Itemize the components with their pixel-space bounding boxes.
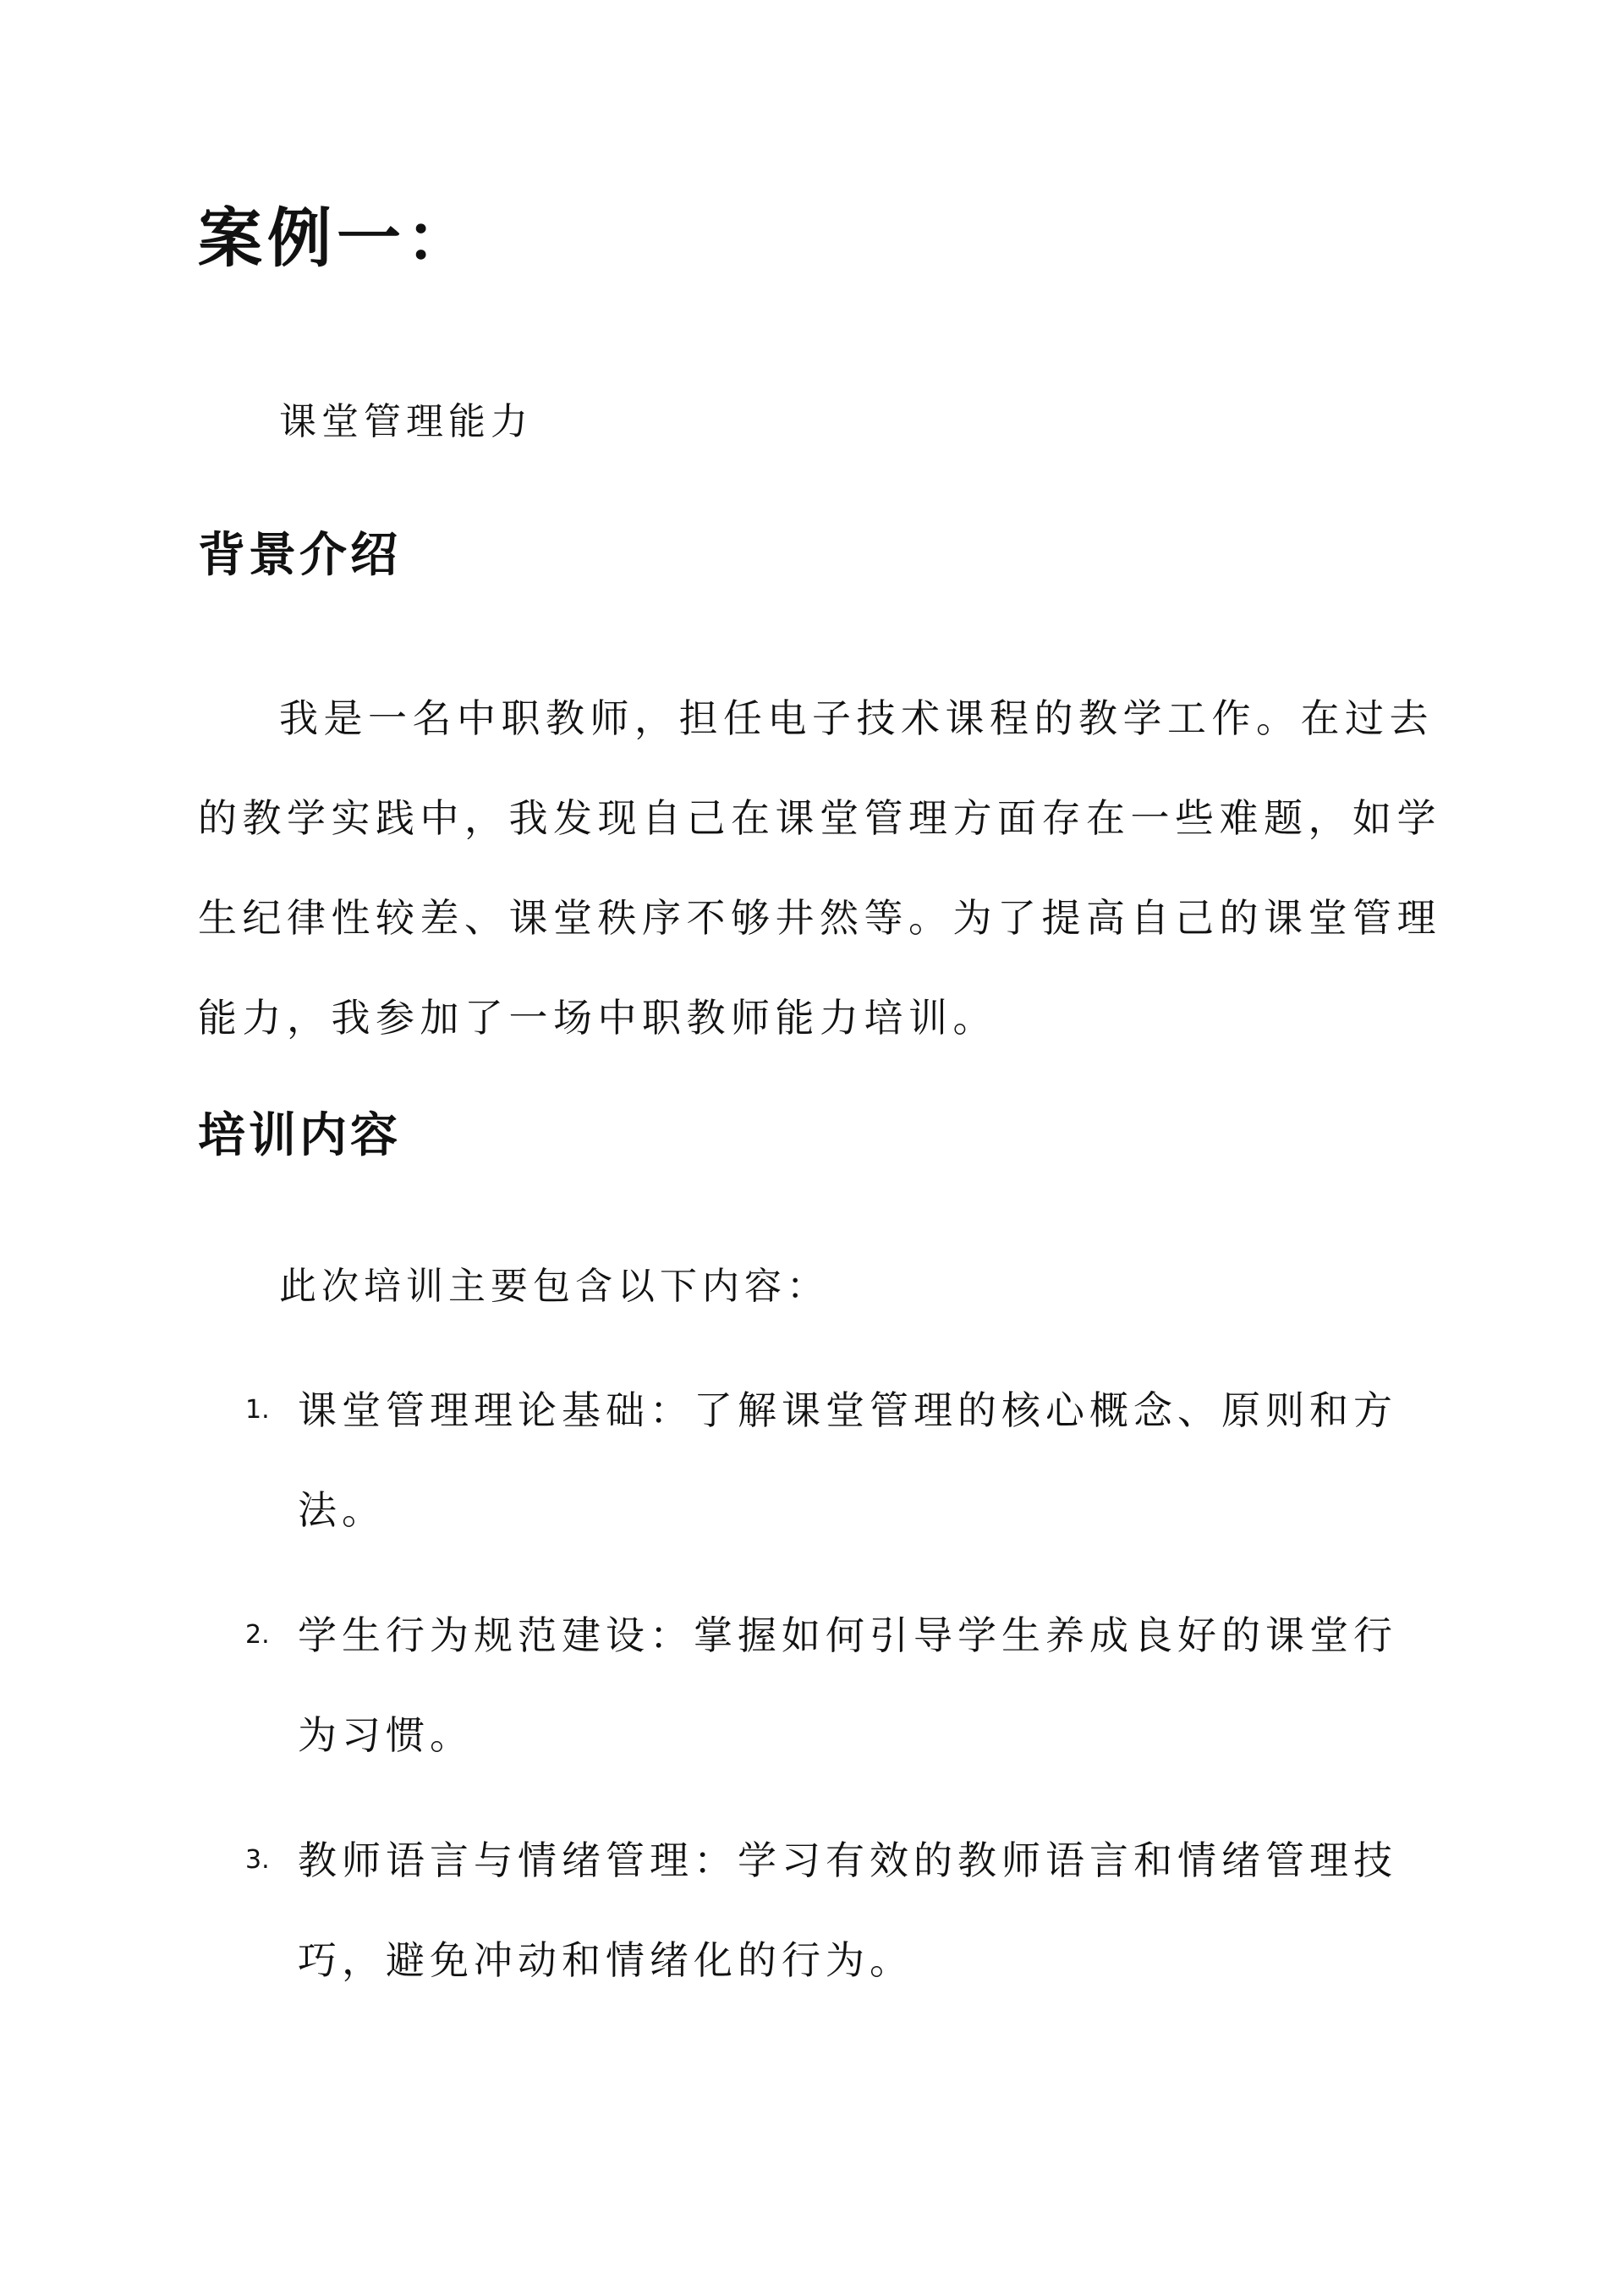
list-item	[245, 1360, 1429, 1560]
section-heading-training: 培训内容	[198, 1107, 401, 1163]
list-item-number: 2.	[245, 1620, 270, 1650]
training-intro: 此次培训主要包含以下内容：	[279, 1265, 829, 1308]
list-item	[245, 1810, 1429, 2010]
list-item-number: 3.	[245, 1845, 270, 1875]
background-paragraph: 我是一名中职教师，担任电子技术课程的教学工作。在过去的教学实践中，我发现自己在课堂管理方面存在一些难题，如学生纪律性较差、课堂秩序不够井然等。为了提高自己的课堂管理能力，我参加了一场中职教师能力培训。	[198, 695, 1441, 1041]
list-item	[245, 1585, 1429, 1785]
list-item-text: 课堂管理理论基础：了解课堂管理的核心概念、原则和方法。	[298, 1387, 1397, 1533]
list-item-number: 1.	[245, 1395, 270, 1425]
list-item-text: 教师语言与情绪管理：学习有效的教师语言和情绪管理技巧，避免冲动和情绪化的行为。	[298, 1837, 1397, 1983]
page-title: 案例一：	[198, 200, 475, 276]
list-item-text: 学生行为规范建设：掌握如何引导学生养成良好的课堂行为习惯。	[298, 1612, 1397, 1758]
section-heading-background: 背景介绍	[198, 527, 401, 583]
subtitle: 课堂管理能力	[279, 400, 533, 443]
